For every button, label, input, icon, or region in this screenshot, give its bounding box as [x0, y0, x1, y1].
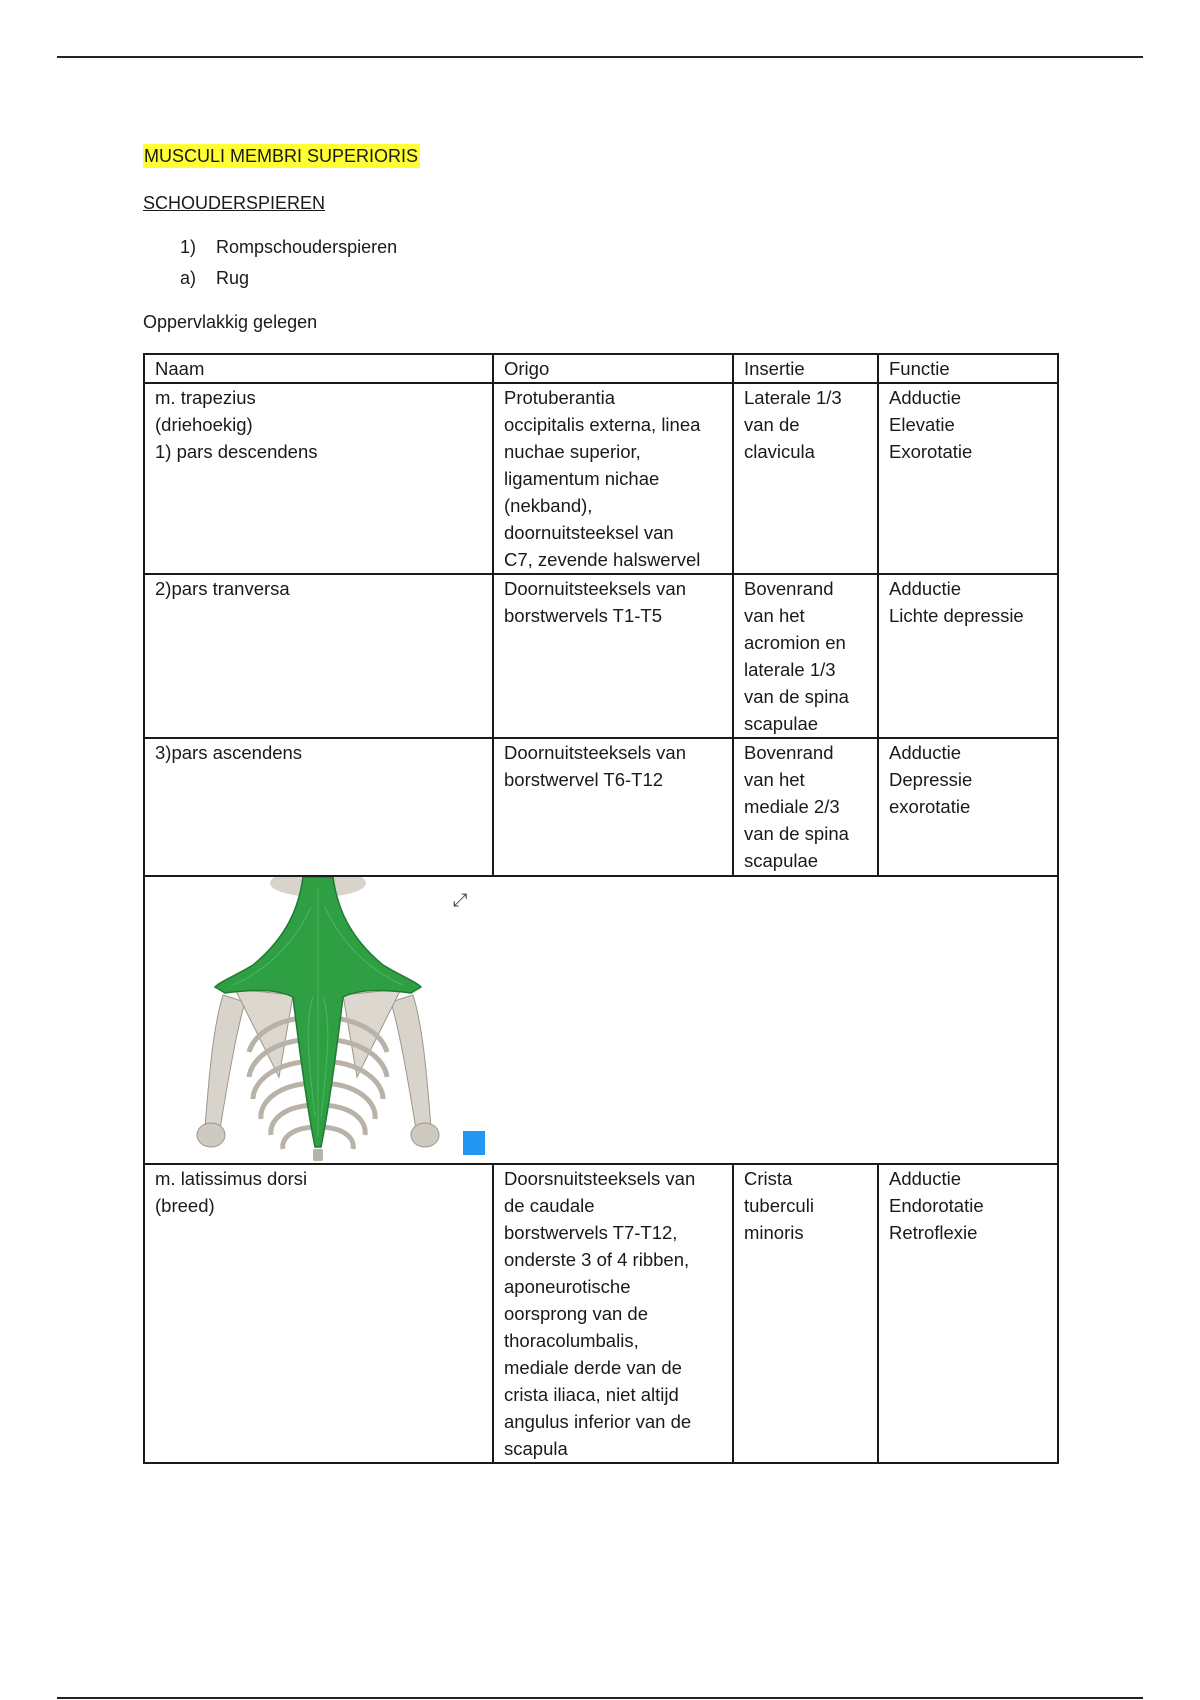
cell-line: (breed)	[155, 1195, 215, 1216]
expand-icon[interactable]: ⤢	[453, 890, 468, 910]
cell-line: doornuitsteeksel van	[504, 522, 674, 543]
header-origo: Origo	[493, 354, 733, 383]
cell-line: occipitalis externa, linea	[504, 414, 701, 435]
table-row	[144, 574, 1058, 738]
cell-line: Doornuitsteeksels van	[504, 578, 687, 599]
cell-line: Adductie	[889, 742, 961, 763]
cell-line: Bovenrand	[744, 578, 834, 599]
cell-line: minoris	[744, 1222, 804, 1243]
cell-line: exorotatie	[889, 796, 971, 817]
table-image-row	[144, 876, 1058, 1164]
cell-insertie	[733, 738, 878, 876]
cell-line: scapulae	[744, 850, 819, 871]
cell-line: Doornuitsteeksels van	[504, 742, 687, 763]
cell-line: (nekband),	[504, 495, 593, 516]
table-header-row	[144, 354, 1058, 383]
muscle-table	[143, 353, 1059, 1464]
table-row	[144, 383, 1058, 574]
cell-line: van de	[744, 414, 800, 435]
cell-line: Exorotatie	[889, 441, 973, 462]
cell-origo	[493, 574, 733, 738]
cell-line: acromion en	[744, 632, 846, 653]
cell-line: m. latissimus dorsi	[155, 1168, 308, 1189]
cell-insertie	[733, 574, 878, 738]
cell-naam	[144, 574, 493, 738]
document-title: MUSCULI MEMBRI SUPERIORIS	[144, 146, 419, 166]
cell-line: Crista	[744, 1168, 793, 1189]
list-marker: a)	[180, 268, 197, 288]
image-source-badge-icon	[463, 1131, 485, 1155]
cell-line: Lichte depressie	[889, 605, 1024, 626]
cell-line: van de spina	[744, 686, 849, 707]
trapezius-anatomy-image	[153, 877, 483, 1163]
cell-line: thoracolumbalis,	[504, 1330, 639, 1351]
cell-line: van de spina	[744, 823, 849, 844]
cell-naam	[144, 383, 493, 574]
image-cell	[144, 876, 1058, 1164]
cell-line: crista iliaca, niet altijd	[504, 1384, 679, 1405]
table-row	[144, 1164, 1058, 1463]
cell-line: m. trapezius	[155, 387, 256, 408]
cell-functie	[878, 574, 1058, 738]
cell-line: de caudale	[504, 1195, 595, 1216]
cell-line: 2)pars tranversa	[155, 578, 290, 599]
page-header-rule	[57, 56, 1143, 58]
cell-line: borstwervels T1-T5	[504, 605, 662, 626]
cell-line: van het	[744, 769, 805, 790]
list-item	[180, 235, 397, 259]
cell-line: scapulae	[744, 713, 819, 734]
header-functie: Functie	[878, 354, 1058, 383]
cell-line: clavicula	[744, 441, 815, 462]
cell-line: 3)pars ascendens	[155, 742, 303, 763]
cell-line: Endorotatie	[889, 1195, 984, 1216]
cell-line: mediale derde van de	[504, 1357, 682, 1378]
cell-line: Protuberantia	[504, 387, 616, 408]
cell-line: tuberculi	[744, 1195, 814, 1216]
header-insertie: Insertie	[733, 354, 878, 383]
cell-line: aponeurotische	[504, 1276, 631, 1297]
cell-insertie	[733, 1164, 878, 1463]
cell-line: Bovenrand	[744, 742, 834, 763]
cell-line: borstwervels T7-T12,	[504, 1222, 678, 1243]
trapezius-illustration	[153, 877, 483, 1163]
cell-line: Doorsnuitsteeksels van	[504, 1168, 696, 1189]
cell-functie	[878, 738, 1058, 876]
cell-line: ligamentum nichae	[504, 468, 660, 489]
cell-line: C7, zevende halswervel	[504, 549, 701, 570]
cell-origo	[493, 738, 733, 876]
cell-line: Elevatie	[889, 414, 955, 435]
cell-line: van het	[744, 605, 805, 626]
cell-line: Depressie	[889, 769, 973, 790]
cell-line: angulus inferior van de	[504, 1411, 692, 1432]
table-row	[144, 738, 1058, 876]
cell-line: nuchae superior,	[504, 441, 641, 462]
cell-functie	[878, 383, 1058, 574]
cell-line: Laterale 1/3	[744, 387, 842, 408]
subheading: Oppervlakkig gelegen	[143, 312, 318, 332]
cell-line: 1) pars descendens	[155, 441, 318, 462]
cell-naam	[144, 738, 493, 876]
cell-line: onderste 3 of 4 ribben,	[504, 1249, 690, 1270]
list-text: Rompschouderspieren	[216, 237, 398, 257]
cell-line: mediale 2/3	[744, 796, 840, 817]
cell-line: Retroflexie	[889, 1222, 978, 1243]
list-marker: 1)	[180, 237, 197, 257]
list-text: Rug	[216, 268, 250, 288]
cell-insertie	[733, 383, 878, 574]
cell-functie	[878, 1164, 1058, 1463]
cell-line: laterale 1/3	[744, 659, 836, 680]
cell-line: Adductie	[889, 387, 961, 408]
cell-naam	[144, 1164, 493, 1463]
cell-line: borstwervel T6-T12	[504, 769, 664, 790]
cell-line: scapula	[504, 1438, 568, 1459]
cell-line: (driehoekig)	[155, 414, 253, 435]
header-naam: Naam	[144, 354, 493, 383]
cell-origo	[493, 383, 733, 574]
cell-line: Adductie	[889, 1168, 961, 1189]
cell-line: oorsprong van de	[504, 1303, 648, 1324]
cell-line: Adductie	[889, 578, 961, 599]
list-item	[180, 266, 249, 290]
section-heading: SCHOUDERSPIEREN	[143, 193, 326, 213]
page-footer-rule	[57, 1697, 1143, 1699]
cell-origo	[493, 1164, 733, 1463]
